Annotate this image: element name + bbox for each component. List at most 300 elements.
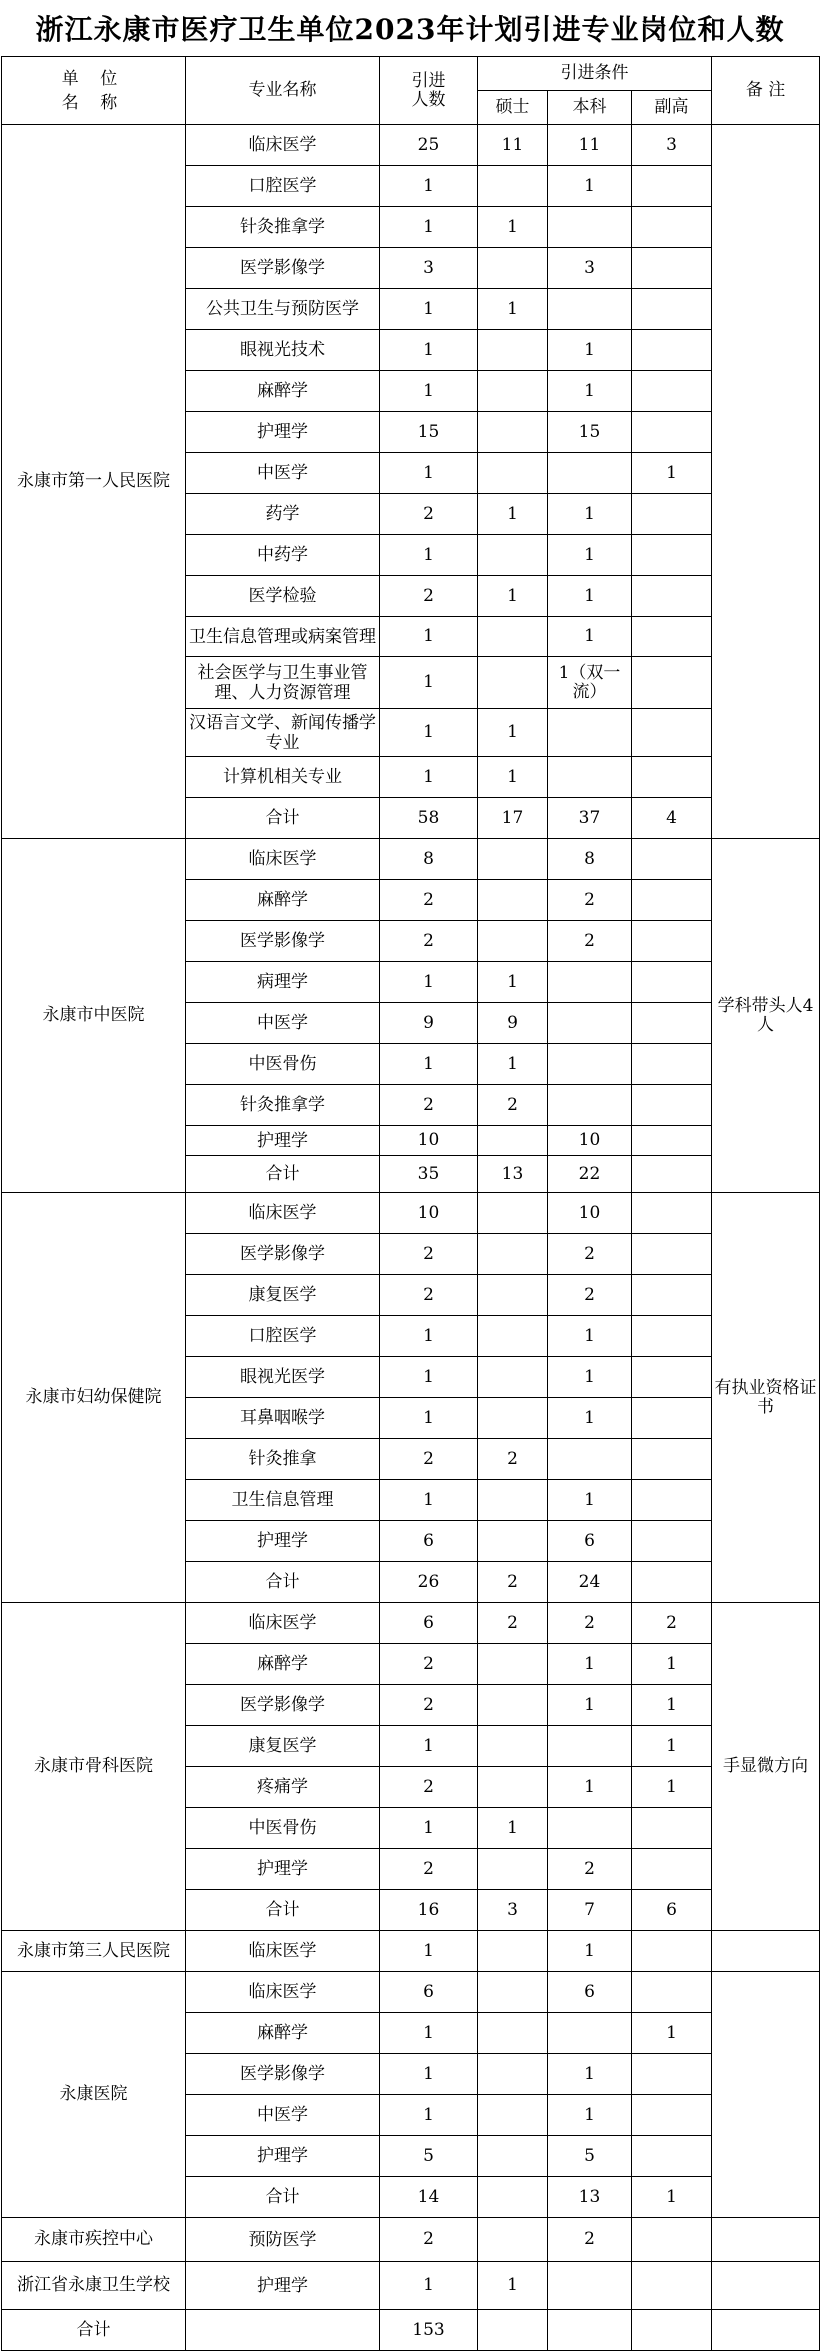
count-cell: 2 — [380, 1439, 478, 1480]
senior-cell — [632, 2136, 712, 2177]
recruitment-table — [1, 56, 820, 2351]
senior-cell — [632, 757, 712, 798]
bachelor-cell: 2 — [548, 1849, 632, 1890]
senior-cell — [632, 330, 712, 371]
count-cell: 58 — [380, 798, 478, 839]
bachelor-cell: 5 — [548, 2136, 632, 2177]
major-cell: 合计 — [186, 1562, 380, 1603]
major-cell: 护理学 — [186, 1849, 380, 1890]
bachelor-cell: 6 — [548, 1521, 632, 1562]
bachelor-cell — [548, 2013, 632, 2054]
major-cell: 护理学 — [186, 412, 380, 453]
major-cell: 中医骨伤 — [186, 1808, 380, 1849]
bachelor-cell — [548, 962, 632, 1003]
senior-cell — [632, 1156, 712, 1193]
major-cell: 预防医学 — [186, 2218, 380, 2262]
major-cell: 耳鼻咽喉学 — [186, 1398, 380, 1439]
bachelor-cell: 7 — [548, 1890, 632, 1931]
bachelor-cell: 22 — [548, 1156, 632, 1193]
master-cell — [478, 617, 548, 657]
master-cell — [478, 1275, 548, 1316]
grand-total-row — [2, 2310, 820, 2351]
count-cell: 1 — [380, 2262, 478, 2310]
senior-cell — [632, 2054, 712, 2095]
bachelor-cell: 1 — [548, 617, 632, 657]
table-row — [2, 1193, 820, 1234]
header-count-line2: 人数 — [411, 89, 446, 110]
master-cell — [478, 1234, 548, 1275]
master-cell — [478, 2095, 548, 2136]
count-cell: 2 — [380, 1085, 478, 1126]
master-cell: 1 — [478, 1044, 548, 1085]
master-cell — [478, 1644, 548, 1685]
header-unit — [2, 57, 186, 125]
major-cell: 临床医学 — [186, 1931, 380, 1972]
count-cell: 6 — [380, 1603, 478, 1644]
major-cell: 临床医学 — [186, 839, 380, 880]
count-cell: 1 — [380, 2095, 478, 2136]
master-cell — [478, 248, 548, 289]
major-cell: 眼视光技术 — [186, 330, 380, 371]
table-row — [2, 125, 820, 166]
senior-cell — [632, 1521, 712, 1562]
major-cell: 合计 — [186, 1890, 380, 1931]
master-cell: 1 — [478, 207, 548, 248]
senior-cell — [632, 962, 712, 1003]
unit-name: 永康市疾控中心 — [2, 2218, 186, 2262]
major-cell: 药学 — [186, 494, 380, 535]
count-cell: 1 — [380, 1931, 478, 1972]
count-cell: 2 — [380, 494, 478, 535]
master-cell — [478, 921, 548, 962]
major-cell: 麻醉学 — [186, 1644, 380, 1685]
count-cell: 2 — [380, 921, 478, 962]
count-cell: 25 — [380, 125, 478, 166]
major-cell: 临床医学 — [186, 125, 380, 166]
header-row-1 — [2, 57, 820, 91]
count-cell: 1 — [380, 1357, 478, 1398]
note-cell: 有执业资格证书 — [712, 1193, 820, 1603]
unit-name: 永康市第一人民医院 — [2, 125, 186, 839]
master-cell — [478, 1398, 548, 1439]
count-cell: 1 — [380, 207, 478, 248]
bachelor-cell: 1 — [548, 330, 632, 371]
master-cell: 1 — [478, 576, 548, 617]
count-cell: 1 — [380, 2013, 478, 2054]
count-cell: 1 — [380, 962, 478, 1003]
count-cell: 2 — [380, 1644, 478, 1685]
major-cell: 合计 — [186, 2177, 380, 2218]
senior-cell — [632, 1193, 712, 1234]
major-cell: 中医学 — [186, 1003, 380, 1044]
major-cell: 医学影像学 — [186, 921, 380, 962]
header-unit-line1: 单 位 — [61, 68, 126, 89]
grand-total-master — [478, 2310, 548, 2351]
header-master: 硕士 — [478, 91, 548, 125]
senior-cell — [632, 880, 712, 921]
count-cell: 1 — [380, 330, 478, 371]
senior-cell: 1 — [632, 2013, 712, 2054]
senior-cell — [632, 839, 712, 880]
master-cell: 17 — [478, 798, 548, 839]
senior-cell — [632, 1931, 712, 1972]
note-cell — [712, 2262, 820, 2310]
senior-cell: 6 — [632, 1890, 712, 1931]
bachelor-cell: 3 — [548, 248, 632, 289]
bachelor-cell: 1 — [548, 535, 632, 576]
bachelor-cell — [548, 207, 632, 248]
senior-cell: 1 — [632, 2177, 712, 2218]
major-cell: 汉语言文学、新闻传播学专业 — [186, 709, 380, 757]
master-cell: 1 — [478, 757, 548, 798]
major-cell: 针灸推拿学 — [186, 207, 380, 248]
major-cell: 康复医学 — [186, 1275, 380, 1316]
master-cell — [478, 453, 548, 494]
note-cell — [712, 1931, 820, 1972]
count-cell: 2 — [380, 1685, 478, 1726]
senior-cell: 1 — [632, 1685, 712, 1726]
header-major: 专业名称 — [186, 57, 380, 125]
major-cell: 临床医学 — [186, 1193, 380, 1234]
bachelor-cell — [548, 1085, 632, 1126]
major-cell: 麻醉学 — [186, 371, 380, 412]
table-row — [2, 1603, 820, 1644]
bachelor-cell — [548, 1808, 632, 1849]
bachelor-cell — [548, 1439, 632, 1480]
count-cell: 16 — [380, 1890, 478, 1931]
count-cell: 3 — [380, 248, 478, 289]
master-cell — [478, 1316, 548, 1357]
senior-cell — [632, 709, 712, 757]
senior-cell — [632, 1275, 712, 1316]
header-bachelor: 本科 — [548, 91, 632, 125]
major-cell: 医学影像学 — [186, 1234, 380, 1275]
master-cell — [478, 657, 548, 709]
senior-cell — [632, 2095, 712, 2136]
bachelor-cell: 2 — [548, 880, 632, 921]
header-unit-line2: 名 称 — [61, 92, 126, 113]
page-title: 浙江永康市医疗卫生单位2023年计划引进专业岗位和人数 — [35, 13, 785, 46]
major-cell: 公共卫生与预防医学 — [186, 289, 380, 330]
count-cell: 1 — [380, 617, 478, 657]
senior-cell — [632, 2218, 712, 2262]
bachelor-cell: 2 — [548, 2218, 632, 2262]
senior-cell: 3 — [632, 125, 712, 166]
table-row — [2, 839, 820, 880]
bachelor-cell: 1 — [548, 2095, 632, 2136]
note-cell: 学科带头人4人 — [712, 839, 820, 1193]
note-cell: 手显微方向 — [712, 1603, 820, 1931]
major-cell: 卫生信息管理或病案管理 — [186, 617, 380, 657]
bachelor-cell: 2 — [548, 1234, 632, 1275]
master-cell: 1 — [478, 2262, 548, 2310]
count-cell: 5 — [380, 2136, 478, 2177]
table-body — [2, 125, 820, 2310]
major-cell: 护理学 — [186, 2136, 380, 2177]
major-cell: 针灸推拿学 — [186, 1085, 380, 1126]
master-cell — [478, 1193, 548, 1234]
bachelor-cell: 1 — [548, 494, 632, 535]
bachelor-cell: 1 — [548, 1316, 632, 1357]
master-cell — [478, 1480, 548, 1521]
count-cell: 2 — [380, 1849, 478, 1890]
master-cell — [478, 1726, 548, 1767]
grand-total-count: 153 — [380, 2310, 478, 2351]
major-cell: 合计 — [186, 1156, 380, 1193]
master-cell — [478, 1521, 548, 1562]
senior-cell — [632, 494, 712, 535]
senior-cell — [632, 2262, 712, 2310]
bachelor-cell: 1 — [548, 1398, 632, 1439]
senior-cell — [632, 1808, 712, 1849]
senior-cell — [632, 371, 712, 412]
count-cell: 15 — [380, 412, 478, 453]
count-cell: 1 — [380, 657, 478, 709]
senior-cell — [632, 535, 712, 576]
count-cell: 1 — [380, 535, 478, 576]
master-cell — [478, 1972, 548, 2013]
count-cell: 14 — [380, 2177, 478, 2218]
major-cell: 医学影像学 — [186, 2054, 380, 2095]
senior-cell — [632, 248, 712, 289]
master-cell — [478, 166, 548, 207]
master-cell — [478, 330, 548, 371]
bachelor-cell: 2 — [548, 1603, 632, 1644]
master-cell — [478, 1767, 548, 1808]
master-cell: 2 — [478, 1603, 548, 1644]
unit-name: 浙江省永康卫生学校 — [2, 2262, 186, 2310]
unit-name: 永康市中医院 — [2, 839, 186, 1193]
major-cell: 中医学 — [186, 453, 380, 494]
bachelor-cell: 24 — [548, 1562, 632, 1603]
count-cell: 1 — [380, 371, 478, 412]
senior-cell: 1 — [632, 453, 712, 494]
count-cell: 1 — [380, 1398, 478, 1439]
bachelor-cell: 1 — [548, 1480, 632, 1521]
bachelor-cell: 1（双一流） — [548, 657, 632, 709]
table-row — [2, 1931, 820, 1972]
master-cell — [478, 2218, 548, 2262]
senior-cell — [632, 617, 712, 657]
major-cell: 护理学 — [186, 1126, 380, 1156]
unit-name: 永康市骨科医院 — [2, 1603, 186, 1931]
major-cell: 口腔医学 — [186, 166, 380, 207]
count-cell: 1 — [380, 1316, 478, 1357]
grand-total-senior — [632, 2310, 712, 2351]
master-cell — [478, 1126, 548, 1156]
major-cell: 疼痛学 — [186, 1767, 380, 1808]
count-cell: 26 — [380, 1562, 478, 1603]
header-senior: 副高 — [632, 91, 712, 125]
count-cell: 8 — [380, 839, 478, 880]
major-cell: 计算机相关专业 — [186, 757, 380, 798]
major-cell: 针灸推拿 — [186, 1439, 380, 1480]
bachelor-cell: 1 — [548, 1767, 632, 1808]
count-cell: 10 — [380, 1126, 478, 1156]
master-cell — [478, 880, 548, 921]
senior-cell — [632, 921, 712, 962]
major-cell: 麻醉学 — [186, 2013, 380, 2054]
master-cell — [478, 412, 548, 453]
bachelor-cell — [548, 289, 632, 330]
bachelor-cell: 8 — [548, 839, 632, 880]
bachelor-cell: 2 — [548, 921, 632, 962]
grand-total-bachelor — [548, 2310, 632, 2351]
senior-cell — [632, 1085, 712, 1126]
grand-total-label: 合计 — [2, 2310, 186, 2351]
senior-cell — [632, 1972, 712, 2013]
bachelor-cell: 1 — [548, 166, 632, 207]
bachelor-cell: 1 — [548, 2054, 632, 2095]
senior-cell — [632, 576, 712, 617]
master-cell — [478, 535, 548, 576]
count-cell: 2 — [380, 880, 478, 921]
bachelor-cell: 1 — [548, 371, 632, 412]
count-cell: 6 — [380, 1972, 478, 2013]
master-cell — [478, 839, 548, 880]
count-cell: 9 — [380, 1003, 478, 1044]
table-row — [2, 1972, 820, 2013]
count-cell: 2 — [380, 576, 478, 617]
master-cell: 13 — [478, 1156, 548, 1193]
major-cell: 临床医学 — [186, 1603, 380, 1644]
bachelor-cell — [548, 1003, 632, 1044]
senior-cell — [632, 1480, 712, 1521]
senior-cell — [632, 1357, 712, 1398]
major-cell: 卫生信息管理 — [186, 1480, 380, 1521]
header-note: 备 注 — [712, 57, 820, 125]
major-cell: 康复医学 — [186, 1726, 380, 1767]
table-row — [2, 2218, 820, 2262]
master-cell — [478, 1357, 548, 1398]
master-cell: 1 — [478, 962, 548, 1003]
header-conditions: 引进条件 — [478, 57, 712, 91]
major-cell: 中医骨伤 — [186, 1044, 380, 1085]
bachelor-cell — [548, 2262, 632, 2310]
unit-name: 永康市妇幼保健院 — [2, 1193, 186, 1603]
major-cell: 病理学 — [186, 962, 380, 1003]
senior-cell — [632, 1849, 712, 1890]
major-cell: 中药学 — [186, 535, 380, 576]
major-cell: 眼视光医学 — [186, 1357, 380, 1398]
count-cell: 2 — [380, 1234, 478, 1275]
bachelor-cell — [548, 757, 632, 798]
bachelor-cell: 1 — [548, 1644, 632, 1685]
senior-cell — [632, 1439, 712, 1480]
senior-cell — [632, 1126, 712, 1156]
count-cell: 2 — [380, 1767, 478, 1808]
senior-cell — [632, 1398, 712, 1439]
master-cell: 11 — [478, 125, 548, 166]
bachelor-cell: 6 — [548, 1972, 632, 2013]
count-cell: 1 — [380, 1480, 478, 1521]
senior-cell — [632, 1316, 712, 1357]
major-cell: 口腔医学 — [186, 1316, 380, 1357]
bachelor-cell — [548, 709, 632, 757]
note-cell — [712, 125, 820, 839]
bachelor-cell: 1 — [548, 1685, 632, 1726]
grand-total-blank — [186, 2310, 380, 2351]
senior-cell — [632, 289, 712, 330]
senior-cell — [632, 166, 712, 207]
master-cell — [478, 2013, 548, 2054]
major-cell: 护理学 — [186, 2262, 380, 2310]
count-cell: 1 — [380, 166, 478, 207]
major-cell: 医学影像学 — [186, 1685, 380, 1726]
count-cell: 6 — [380, 1521, 478, 1562]
senior-cell — [632, 1044, 712, 1085]
count-cell: 1 — [380, 1044, 478, 1085]
master-cell: 2 — [478, 1562, 548, 1603]
count-cell: 2 — [380, 2218, 478, 2262]
unit-name: 永康医院 — [2, 1972, 186, 2218]
master-cell: 2 — [478, 1085, 548, 1126]
header-count — [380, 57, 478, 125]
bachelor-cell — [548, 1044, 632, 1085]
bachelor-cell: 1 — [548, 1357, 632, 1398]
bachelor-cell: 10 — [548, 1126, 632, 1156]
major-cell: 麻醉学 — [186, 880, 380, 921]
senior-cell: 1 — [632, 1767, 712, 1808]
count-cell: 1 — [380, 289, 478, 330]
master-cell — [478, 2136, 548, 2177]
major-cell: 医学检验 — [186, 576, 380, 617]
count-cell: 1 — [380, 1808, 478, 1849]
master-cell: 1 — [478, 494, 548, 535]
senior-cell — [632, 207, 712, 248]
bachelor-cell: 1 — [548, 1931, 632, 1972]
bachelor-cell: 37 — [548, 798, 632, 839]
count-cell: 1 — [380, 2054, 478, 2095]
senior-cell: 2 — [632, 1603, 712, 1644]
master-cell: 1 — [478, 1808, 548, 1849]
count-cell: 2 — [380, 1275, 478, 1316]
bachelor-cell: 1 — [548, 576, 632, 617]
major-cell: 合计 — [186, 798, 380, 839]
grand-total-note — [712, 2310, 820, 2351]
count-cell: 1 — [380, 709, 478, 757]
major-cell: 社会医学与卫生事业管理、人力资源管理 — [186, 657, 380, 709]
senior-cell — [632, 1562, 712, 1603]
count-cell: 1 — [380, 1726, 478, 1767]
master-cell — [478, 1685, 548, 1726]
senior-cell — [632, 1234, 712, 1275]
table-row — [2, 2262, 820, 2310]
master-cell — [478, 2177, 548, 2218]
master-cell: 1 — [478, 289, 548, 330]
master-cell — [478, 371, 548, 412]
master-cell: 9 — [478, 1003, 548, 1044]
bachelor-cell: 11 — [548, 125, 632, 166]
count-cell: 1 — [380, 453, 478, 494]
master-cell: 3 — [478, 1890, 548, 1931]
master-cell: 1 — [478, 709, 548, 757]
major-cell: 中医学 — [186, 2095, 380, 2136]
major-cell: 医学影像学 — [186, 248, 380, 289]
senior-cell — [632, 657, 712, 709]
senior-cell — [632, 1003, 712, 1044]
count-cell: 1 — [380, 757, 478, 798]
bachelor-cell: 13 — [548, 2177, 632, 2218]
note-cell — [712, 1972, 820, 2218]
master-cell — [478, 2054, 548, 2095]
bachelor-cell: 2 — [548, 1275, 632, 1316]
count-cell: 35 — [380, 1156, 478, 1193]
bachelor-cell — [548, 1726, 632, 1767]
major-cell: 护理学 — [186, 1521, 380, 1562]
header-count-line1: 引进 — [411, 70, 446, 91]
senior-cell: 1 — [632, 1726, 712, 1767]
